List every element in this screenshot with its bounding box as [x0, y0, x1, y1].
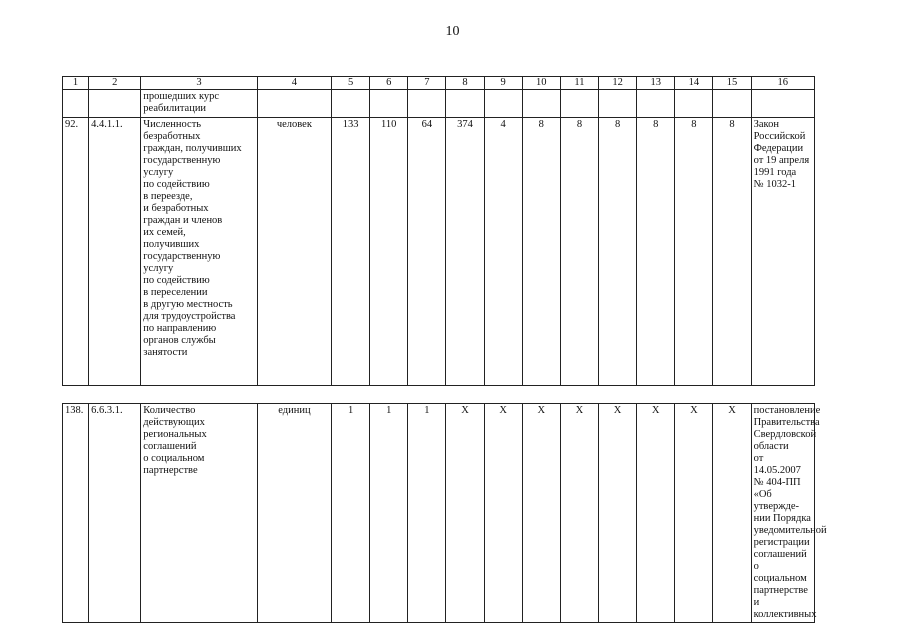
cell-empty [599, 90, 637, 118]
indicator-name: Численность безработных граждан, получивших государственную услугу по содействию в переезде, и безработных граждан и членов их семей, получивших государственную услугу по содействию в переселении в другую местность для трудоустройства по направлению органов службы занятости [141, 118, 257, 386]
cell-empty [446, 90, 484, 118]
cell-empty [370, 90, 408, 118]
column-numbers-row [63, 77, 815, 90]
continuation-row [63, 90, 815, 118]
cell-empty [63, 90, 89, 118]
page-number: 10 [445, 24, 460, 39]
value-cell: 64 [408, 118, 446, 386]
unit-of-measure: единиц [257, 404, 331, 623]
cell-empty [332, 90, 370, 118]
cell-empty [257, 90, 331, 118]
value-cell: Х [675, 404, 713, 623]
value-cell: Х [484, 404, 522, 623]
value-cell: 8 [713, 118, 751, 386]
column-number: 11 [560, 77, 598, 90]
table-row [63, 404, 815, 623]
indicator-code: 4.4.1.1. [89, 118, 141, 386]
column-number: 13 [637, 77, 675, 90]
value-cell: Х [560, 404, 598, 623]
value-cell: 8 [675, 118, 713, 386]
value-cell: 4 [484, 118, 522, 386]
column-number: 9 [484, 77, 522, 90]
column-number: 4 [257, 77, 331, 90]
cell-empty [89, 90, 141, 118]
cell-empty [560, 90, 598, 118]
unit-of-measure: человек [257, 118, 331, 386]
value-cell: 1 [370, 404, 408, 623]
cell-empty [408, 90, 446, 118]
indicators-table-2 [62, 403, 827, 623]
value-cell: Х [599, 404, 637, 623]
column-number: 15 [713, 77, 751, 90]
legal-basis: Закон Российской Федерации от 19 апреля 1991 года № 1032-1 [751, 118, 814, 386]
value-cell: Х [522, 404, 560, 623]
cell-empty [522, 90, 560, 118]
row-number: 138. [63, 404, 89, 623]
value-cell: 374 [446, 118, 484, 386]
value-cell: 1 [332, 404, 370, 623]
cell-empty [751, 90, 814, 118]
value-cell: Х [713, 404, 751, 623]
legal-basis: постановление Правительства Свердловской области от 14.05.2007 № 404-ПП «Об утвержде- нии Порядка уведомительной регистрации соглашений о социальном партнерстве и коллективных [751, 404, 814, 623]
value-cell: 8 [522, 118, 560, 386]
column-number: 10 [522, 77, 560, 90]
continuation-text: прошедших курс реабилитации [141, 90, 257, 118]
indicator-code: 6.6.3.1. [89, 404, 141, 623]
cell-empty [675, 90, 713, 118]
table-row [63, 118, 815, 386]
value-cell: 8 [599, 118, 637, 386]
cell-empty [484, 90, 522, 118]
value-cell: 8 [560, 118, 598, 386]
column-number: 3 [141, 77, 257, 90]
column-number: 5 [332, 77, 370, 90]
value-cell: 133 [332, 118, 370, 386]
value-cell: Х [446, 404, 484, 623]
column-number: 12 [599, 77, 637, 90]
column-number: 2 [89, 77, 141, 90]
value-cell: Х [637, 404, 675, 623]
indicators-table [62, 76, 815, 386]
cell-empty [637, 90, 675, 118]
row-number: 92. [63, 118, 89, 386]
value-cell: 1 [408, 404, 446, 623]
column-number: 7 [408, 77, 446, 90]
column-number: 16 [751, 77, 814, 90]
column-number: 8 [446, 77, 484, 90]
column-number: 1 [63, 77, 89, 90]
column-number: 6 [370, 77, 408, 90]
value-cell: 110 [370, 118, 408, 386]
indicator-name: Количество действующих региональных соглашений о социальном партнерстве [141, 404, 257, 623]
value-cell: 8 [637, 118, 675, 386]
column-number: 14 [675, 77, 713, 90]
cell-empty [713, 90, 751, 118]
